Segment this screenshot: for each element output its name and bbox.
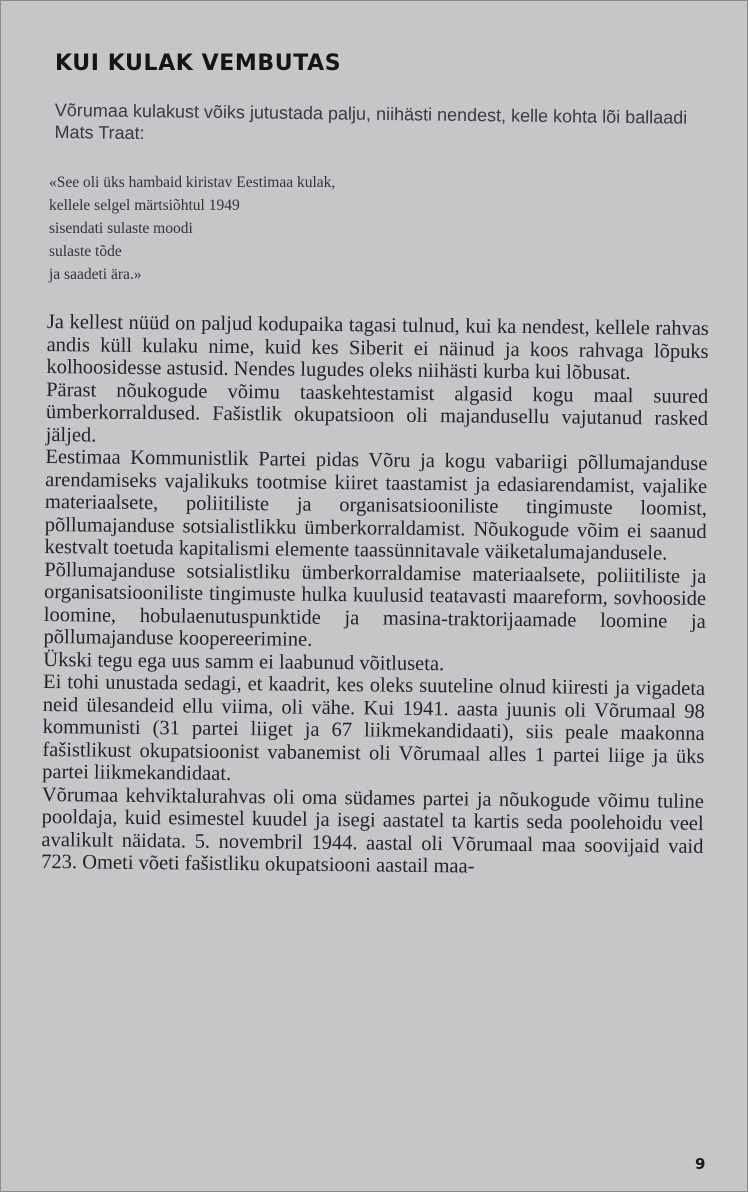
body-paragraph: Ei tohi unustada sedagi, et kaadrit, kes oleks suuteline olnud kiiresti ja vigadeta neid ülesandeid ellu viima, oli vähe. Kui 1941. aasta juunis oli Võrumaal 98 kommunisti (31 partei liiget ja 67 liikmekandidaati), siis peale maakonna fašistlikust okupatsioonist vabanemist oli Võrumaal alles 1 partei liige ja üks partei liikmekandidaat. — [42, 670, 706, 785]
poem-line: kellele selgel märtsiõhtul 1949 — [49, 197, 240, 214]
poem-line: ja saadeti ära.» — [49, 266, 142, 283]
intro-paragraph: Võrumaa kulakust võiks jutustada palju, niihästi nendest, kelle kohta lõi ballaadi Mats Traat: — [54, 99, 688, 144]
body-paragraph: Ja kellest nüüd on paljud kodupaika tagasi tulnud, kui ka nendest, kellele rahvas andis küll kulaku nime, kuid kes Siberit ei näinud ja koos rahvaga lõpuks kolhoosidesse astusid. Nendes lugudes oleks niihästi kurba kui lõbusat. — [46, 311, 709, 385]
poem-line: sisendati sulaste moodi — [49, 220, 193, 237]
body-paragraph: Eestimaa Kommunistlik Partei pidas Võru ja kogu vabariigi põllumajanduse arendamiseks vajalikuks tootmise kiiret taastamist ja edasiarendamist, vajalike materiaalsete, poliitiliste ja organisatsiooniliste tingimuste loomist, põllumajanduse sotsialistlikku ümberkorraldamist. Nõukogude võim ei saanud kestvalt toetuda kapitalismi elemente taassünnitavale väiketalumajandusele. — [44, 445, 708, 565]
body-paragraph: Võrumaa kehviktalurahvas oli oma südames partei ja nõukogude võimu tuline pooldaja, kuid esimestel kuudel ja isegi aastatel ta kartis seda poolehoidu veel avalikult näidata. 5. novembril 1944. aastal oli Võrumaal maa soovijaid vaid 723. Ometi võeti fašistliku okupatsiooni aastail maa- — [41, 783, 705, 878]
body-paragraph: Põllumajanduse sotsialistliku ümberkorraldamise materiaalsete, poliitiliste ja organisatsiooniliste tingimuste hulka kuulusid teatavasti maareform, sovhooside loomine, hobulaenutuspunktide ja masina-traktorijaamade loomine ja põllumajanduse koopereerimine. — [43, 558, 707, 651]
chapter-title: KUI KULAK VEMBUTAS — [55, 51, 342, 76]
poem-line: «See oli üks hambaid kiristav Eestimaa kulak, — [49, 174, 336, 191]
body-paragraph: Ükski tegu ega uus samm ei laabunud võitluseta. — [43, 648, 445, 675]
poem-quote — [49, 171, 335, 286]
body-text — [41, 311, 709, 880]
poem-line: sulaste tõde — [49, 243, 122, 260]
body-paragraph: Pärast nõukogude võimu taaskehtestamist algasid kogu maal suured ümberkorraldused. Fašistlik okupatsioon oli majandusellu vajutanud rasked jäljed. — [45, 378, 709, 447]
page-number: 9 — [695, 1155, 706, 1173]
